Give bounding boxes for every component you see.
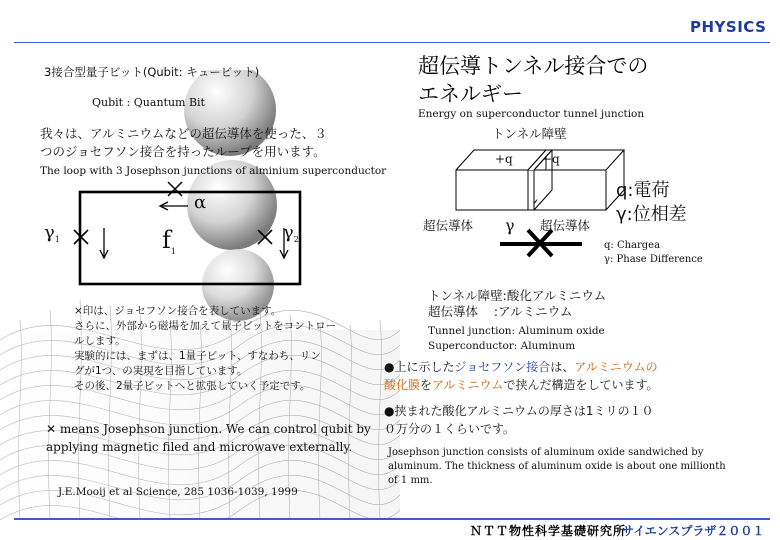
note-jp-4: 実験的には、まずは、1量子ビット、すなわち、リン <box>74 350 321 362</box>
intro-jp-line2: つのジョセフソン接合を持ったループを用います。 <box>40 144 326 159</box>
bullet1-oxide: 酸化膜 <box>384 378 421 392</box>
note-jp-3: ルします。 <box>74 335 126 347</box>
summary-en <box>388 446 758 488</box>
note-jp-6: その後、2量子ビットへと拡張していく予定です。 <box>74 380 311 392</box>
material-jp-1: トンネル障壁:酸化アルミニウム <box>428 288 607 303</box>
junction-top-marker <box>168 182 182 196</box>
reference: J.E.Mooij et al Science, 285 1036-1039, 1999 <box>58 486 298 498</box>
summary-en-2: aluminum. The thickness of aluminum oxide is about one millionth <box>388 461 726 472</box>
summary-en-3: of 1 mm. <box>388 475 433 486</box>
bullet-2 <box>384 402 744 438</box>
bullet1-josephson: ジョセフソン接合 <box>454 360 551 374</box>
charge-minus: −q <box>542 152 560 166</box>
flux-symbol <box>162 226 176 256</box>
footer-institute: ＮＴＴ物性科学基礎研究所 <box>470 524 627 538</box>
flux-sub: 1 <box>170 247 176 256</box>
flux-base: f <box>162 226 171 254</box>
note-jp-5: グが1つ、の実現を目指しています。 <box>74 365 248 377</box>
gamma1-symbol <box>44 222 60 244</box>
charge-plus: +q <box>495 152 513 166</box>
bullet1-suffix: で挟んだ構造をしています。 <box>503 378 659 392</box>
legend-charge: q:電荷 <box>616 180 670 201</box>
gamma2-sub: 2 <box>293 235 299 244</box>
superconductor-right-label: 超伝導体 <box>540 218 591 233</box>
bullet1-wo: を <box>420 378 433 392</box>
bottom-rule <box>14 518 770 520</box>
title <box>418 52 748 108</box>
note-en <box>46 420 371 456</box>
gamma-label: γ <box>505 216 515 235</box>
top-rule <box>14 42 770 43</box>
footer-event: サイエンスプラザ２００１ <box>622 524 765 538</box>
gamma1-sub: 1 <box>54 235 60 244</box>
superconductor-left-label: 超伝導体 <box>423 218 474 233</box>
note-jp <box>74 304 336 394</box>
legend-en-charge: q: Chargea <box>604 240 661 251</box>
gamma2-base: γ <box>283 222 294 243</box>
physics-tag: PHYSICS <box>690 18 767 36</box>
legend-en-phase: γ: Phase Difference <box>604 254 703 265</box>
material-en-2: Superconductor: Aluminum <box>428 340 576 352</box>
legend-phase: γ:位相差 <box>616 204 687 225</box>
bullet1-ha: は、 <box>550 360 575 374</box>
qubit-en: Qubit : Quantum Bit <box>92 96 205 109</box>
bullet2-line2: ０万分の１くらいです。 <box>384 422 516 436</box>
material-en-1: Tunnel junction: Aluminum oxide <box>428 325 605 337</box>
title-line2: エネルギー <box>418 82 523 106</box>
title-line1: 超伝導トンネル接合での <box>418 54 649 78</box>
summary-en-1: Josephson junction consists of aluminum oxide sandwiched by <box>388 447 704 458</box>
bullet1-prefix: ●上に示した <box>384 360 455 374</box>
qubit-title: 3接合型量子ビット(Qubit: キュービット) <box>44 65 260 79</box>
gamma1-base: γ <box>44 222 55 243</box>
note-jp-2: さらに、外部から磁場を加えて量子ビットをコントロー <box>74 320 337 332</box>
gamma2-symbol <box>283 222 299 244</box>
subtitle-en: Energy on superconductor tunnel junction <box>418 108 645 120</box>
note-en-line1: ✕ means Josephson junction. We can control qubit by <box>46 422 371 436</box>
intro-en: The loop with 3 Josephson junctions of alminium superconductor <box>40 165 387 177</box>
note-en-line2: applying magnetic filed and microwave externally. <box>46 440 353 454</box>
bullet-1 <box>384 358 744 394</box>
material-jp-2: 超伝導体 :アルミニウム <box>428 304 573 319</box>
barrier-label: トンネル障壁 <box>492 126 567 141</box>
note-jp-1: ×印は、ジョセフソン接合を表しています。 <box>74 305 282 317</box>
alpha-symbol: α <box>194 192 207 213</box>
bullet2-line1: ●挟まれた酸化アルミニウムの厚さは1ミリの１０ <box>384 404 654 418</box>
bullet1-aluminum: アルミニウムの <box>574 360 658 374</box>
junction-right-marker <box>258 230 272 244</box>
intro-jp-line1: 我々は、アルミニウムなどの超伝導体を使った、３ <box>40 126 327 141</box>
bullet1-aluminum-2: アルミニウム <box>432 378 504 392</box>
